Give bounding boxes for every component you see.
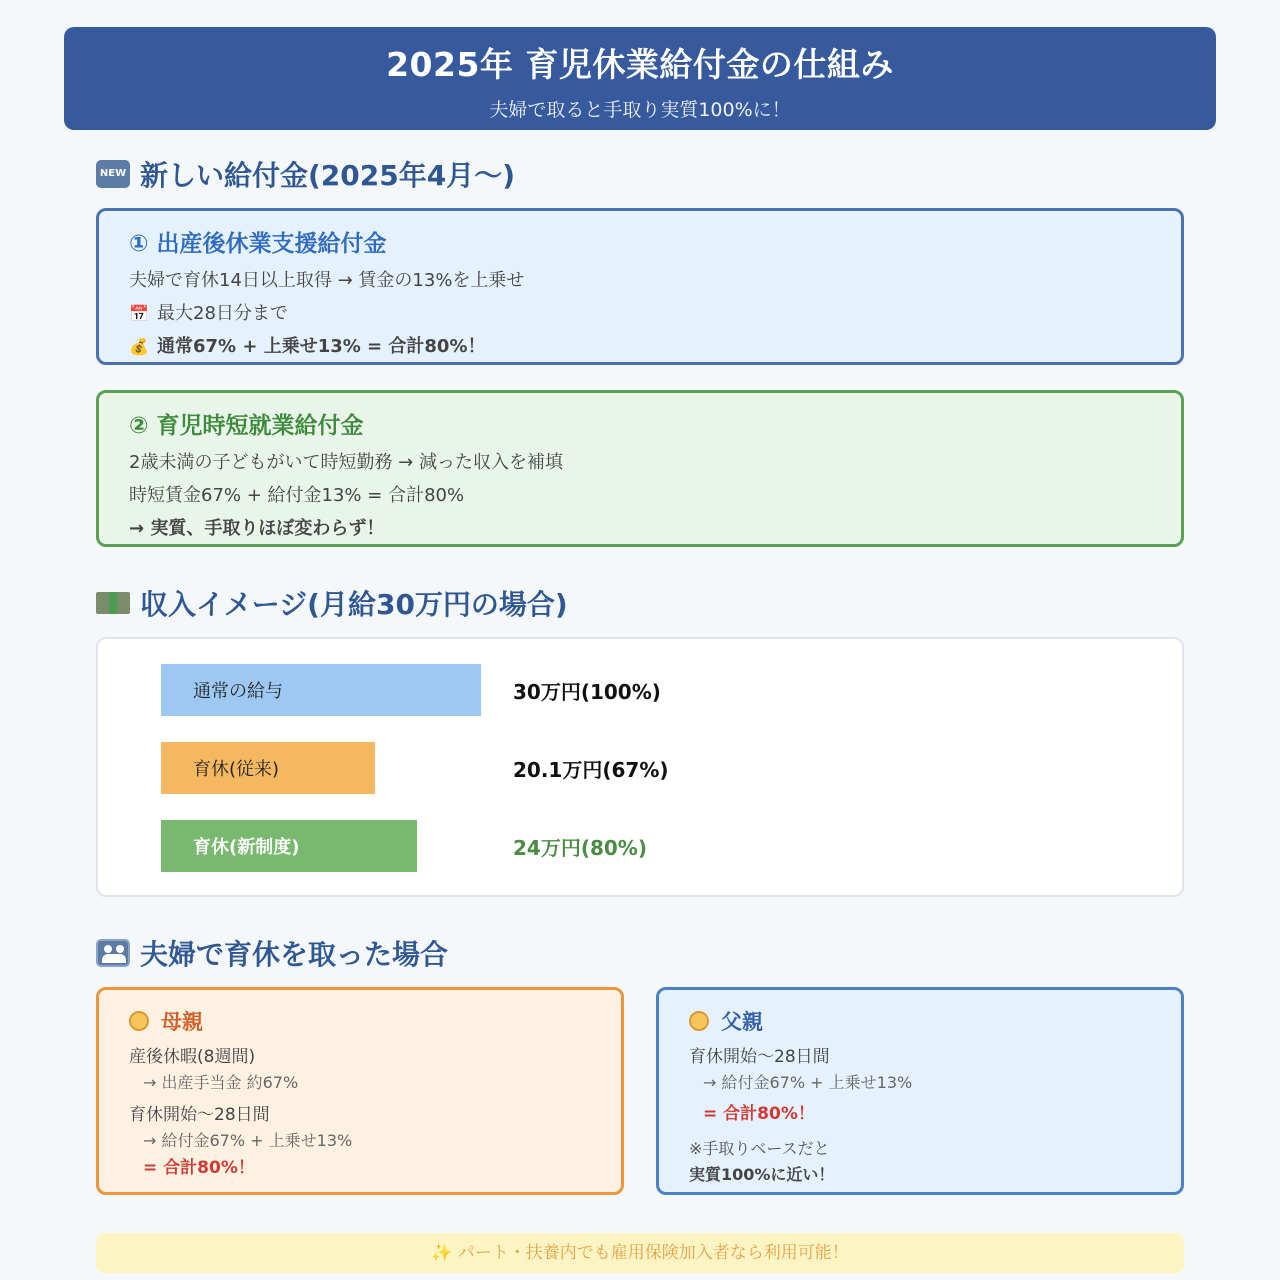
card-title: ① 出産後休業支援給付金 xyxy=(129,231,387,257)
man-icon xyxy=(689,1011,709,1031)
section-title-text: 夫婦で育休を取った場合 xyxy=(140,938,449,971)
family-icon xyxy=(96,939,130,967)
father-line: → 給付金67% + 上乗せ13% xyxy=(703,1073,913,1092)
chart-row-old xyxy=(161,742,669,794)
card-line-highlight: → 実質、手取りほぼ変わらず！ xyxy=(129,518,385,539)
benefit-card-postnatal xyxy=(96,208,1184,365)
bar-old: 育休(従来) xyxy=(161,742,375,794)
bar-normal: 通常の給与 xyxy=(161,664,481,716)
card-line: 📅 最大28日分まで xyxy=(129,297,1151,330)
mother-line: 育休開始〜28日間 xyxy=(129,1105,270,1125)
father-title: 父親 xyxy=(689,1006,1151,1036)
calendar-icon: 📅 xyxy=(129,304,149,323)
section-title-text: 新しい給付金(2025年4月〜) xyxy=(140,159,516,192)
bar-new: 育休(新制度) xyxy=(161,820,417,872)
card-line: 夫婦で育休14日以上取得 → 賃金の13%を上乗せ xyxy=(129,270,525,291)
card-title: ② 育児時短就業給付金 xyxy=(129,413,364,439)
mother-total: = 合計80%！ xyxy=(143,1158,255,1178)
page-header xyxy=(64,27,1216,130)
chart-row-new xyxy=(161,820,647,872)
footer-note: ✨ パート・扶養内でも雇用保険加入者なら利用可能！ xyxy=(96,1233,1184,1273)
bar-value: 24万円(80%) xyxy=(513,835,647,860)
father-total: = 合計80%！ xyxy=(703,1104,815,1124)
card-line: 時短賃金67% + 給付金13% = 合計80% xyxy=(129,485,465,506)
page-title: 2025年 育児休業給付金の仕組み xyxy=(386,45,894,84)
bar-value: 30万円(100%) xyxy=(513,679,661,704)
section-title-income xyxy=(96,583,568,623)
card-line-highlight: 💰 通常67% + 上乗せ13% = 合計80%！ xyxy=(129,330,1151,363)
new-icon: NEW xyxy=(96,160,130,188)
section-title-new-benefits xyxy=(96,154,515,194)
father-note-highlight: 実質100%に近い！ xyxy=(689,1165,835,1184)
father-card xyxy=(656,987,1184,1195)
section-title-couple xyxy=(96,933,448,973)
money-icon xyxy=(96,592,130,614)
mother-line: 産後休暇(8週間) xyxy=(129,1047,256,1067)
mother-line: → 出産手当金 約67% xyxy=(143,1073,299,1092)
mother-title: 母親 xyxy=(129,1006,591,1036)
card-line: 2歳未満の子どもがいて時短勤務 → 減った収入を補填 xyxy=(129,452,563,473)
mother-card xyxy=(96,987,624,1195)
mother-line: → 給付金67% + 上乗せ13% xyxy=(143,1131,353,1150)
chart-row-normal xyxy=(161,664,661,716)
benefit-card-shorttime xyxy=(96,390,1184,547)
income-chart xyxy=(96,637,1184,897)
father-note: ※手取りベースだと xyxy=(689,1139,830,1158)
woman-icon xyxy=(129,1011,149,1031)
father-line: 育休開始〜28日間 xyxy=(689,1047,830,1067)
bar-value: 20.1万円(67%) xyxy=(513,757,669,782)
section-title-text: 収入イメージ(月給30万円の場合) xyxy=(140,588,568,621)
money-bag-icon: 💰 xyxy=(129,337,149,356)
page-subtitle: 夫婦で取ると手取り実質100%に！ xyxy=(489,99,791,121)
